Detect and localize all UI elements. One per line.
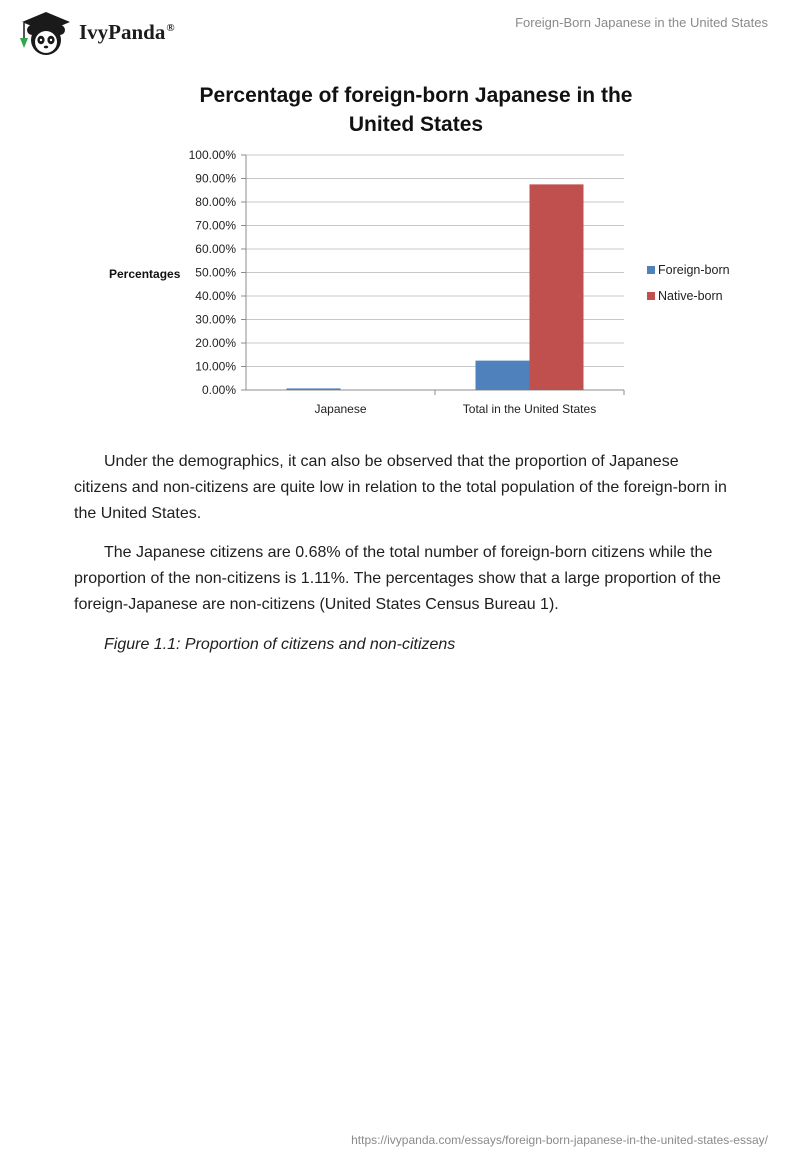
y-tick-label: 50.00% [195,265,236,280]
bar-native-born-1 [530,184,584,390]
chart-svg [100,75,750,425]
y-tick-label: 40.00% [195,289,236,303]
panda-graduation-icon [14,8,78,56]
y-tick-label: 20.00% [195,336,236,350]
bar-chart [100,75,750,425]
chart-title-line-1: Percentage of foreign-born Japanese in the [199,84,633,107]
source-url[interactable]: https://ivypanda.com/essays/foreign-born-japanese-in-the-united-states-essay/ [351,1133,768,1147]
y-tick-label: 30.00% [195,312,236,327]
chart-title-line-2: United States [348,113,484,136]
y-axis-label: Percentages [109,267,181,281]
paragraph-citizens: The Japanese citizens are 0.68% of the total number of foreign-born citizens while the proportion of the non-citizens is 1.11%. The percentages show that a large proportion of the foreign-Japanese are non-citizens (United States Census Bureau 1). [74,544,721,613]
y-tick-label: 100.00% [188,148,236,162]
bar-foreign-born-1 [476,361,530,390]
x-category-label: Total in the United States [462,402,597,416]
legend-swatch [647,266,655,274]
legend-label: Foreign-born [658,263,730,277]
y-tick-label: 70.00% [195,218,236,233]
legend-swatch [647,292,655,300]
y-tick-label: 60.00% [195,242,236,256]
legend-label: Native-born [658,289,723,303]
y-tick-label: 10.00% [195,359,236,374]
bar-foreign-born-0 [287,388,341,390]
brand-name[interactable]: IvyPanda® [79,20,175,44]
y-tick-label: 0.00% [201,383,236,397]
y-tick-label: 90.00% [195,171,236,186]
y-tick-label: 80.00% [195,195,236,209]
document-title: Foreign-Born Japanese in the United States [515,15,768,30]
figure-caption: Figure 1.1: Proportion of citizens and non-citizens [104,636,456,653]
paragraph-demographics: Under the demographics, it can also be observed that the proportion of Japanese citizens and non-citizens are quite low in relation to the total population of the foreign-born in the United States. [74,453,727,522]
registered-mark: ® [166,22,175,34]
x-category-label: Japanese [314,402,367,416]
